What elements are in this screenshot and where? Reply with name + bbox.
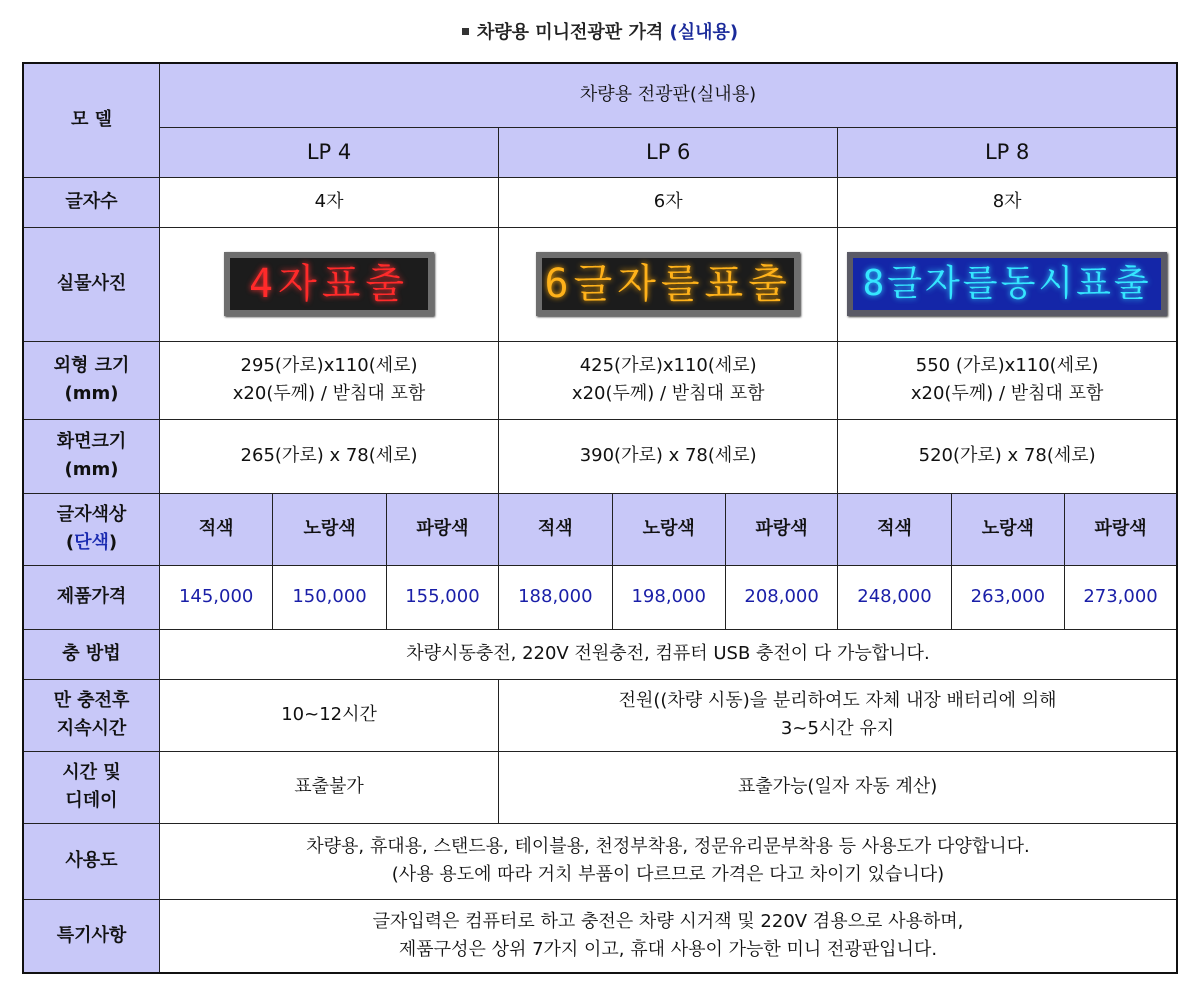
color-lp8-blue: 파랑색 [1065, 493, 1177, 565]
price-lp6-yellow: 198,000 [612, 565, 725, 629]
page-title-main: 차량용 미니전광판 가격 [476, 22, 664, 43]
color-lp6-yellow: 노랑색 [612, 493, 725, 565]
color-lp4-red: 적색 [159, 493, 272, 565]
outer-size-lp6-line2: x20(두께) / 받침대 포함 [571, 383, 765, 404]
outer-size-lp6 [499, 341, 838, 419]
color-lp4-yellow: 노랑색 [273, 493, 386, 565]
photo-cell-lp6 [499, 227, 838, 341]
notes-line1: 글자입력은 컴퓨터로 하고 충전은 차량 시거잭 및 220V 겸용으로 사용하며, [372, 910, 964, 932]
color-lp8-yellow: 노랑색 [951, 493, 1064, 565]
usage-line2: (사용 용도에 따라 거치 부품이 다르므로 가격은 다고 차이기 있습니다) [391, 864, 945, 885]
row-clock [23, 751, 1177, 823]
outer-size-lp8-line1: 550 (가로)x110(세로) [915, 355, 1099, 377]
row-outer-size [23, 341, 1177, 419]
label-screen-size-line2: (mm) [64, 459, 119, 480]
color-lp6-red: 적색 [499, 493, 612, 565]
label-clock-line2: 디데이 [65, 790, 118, 811]
usage-line1: 차량용, 휴대용, 스탠드용, 테이블용, 천정부착용, 정문유리문부착용 등 사용도가 다양합니다. [306, 836, 1030, 858]
price-lp6-blue: 208,000 [725, 565, 837, 629]
label-model: 모 델 [23, 63, 159, 177]
price-table [22, 62, 1178, 974]
label-charge: 충 방법 [23, 629, 159, 679]
model-name-lp8: LP 8 [838, 127, 1177, 177]
label-notes: 특기사항 [23, 899, 159, 973]
label-color-line2: 단색 [74, 532, 109, 553]
duration-lp4: 10~12시간 [159, 679, 498, 751]
label-duration [23, 679, 159, 751]
row-screen-size [23, 419, 1177, 493]
label-outer-size [23, 341, 159, 419]
screen-size-lp4: 265(가로) x 78(세로) [159, 419, 498, 493]
screen-size-lp6: 390(가로) x 78(세로) [499, 419, 838, 493]
label-price: 제품가격 [23, 565, 159, 629]
header-group: 차량용 전광판(실내용) [159, 63, 1177, 127]
row-photo [23, 227, 1177, 341]
label-duration-line2: 지속시간 [56, 718, 127, 739]
clock-others: 표출가능(일자 자동 계산) [499, 751, 1177, 823]
led-sign-lp8 [847, 252, 1167, 316]
label-outer-size-line1: 외형 크기 [53, 355, 130, 377]
row-colors [23, 493, 1177, 565]
price-lp8-blue: 273,000 [1065, 565, 1177, 629]
chars-lp6: 6자 [499, 177, 838, 227]
duration-others-line2: 3~5시간 유지 [780, 718, 895, 739]
square-bullet-icon [462, 28, 469, 35]
duration-others-line1: 전원((차량 시동)을 분리하여도 자체 내장 배터리에 의해 [618, 690, 1057, 712]
outer-size-lp6-line1: 425(가로)x110(세로) [579, 355, 757, 377]
outer-size-lp8-line2: x20(두께) / 받침대 포함 [910, 383, 1104, 404]
row-price [23, 565, 1177, 629]
outer-size-lp4-line2: x20(두께) / 받침대 포함 [232, 383, 426, 404]
model-name-lp6: LP 6 [499, 127, 838, 177]
label-screen-size-line1: 화면크기 [56, 431, 127, 453]
label-photo: 실물사진 [23, 227, 159, 341]
header-row-models [23, 127, 1177, 177]
charge-text: 차량시동충전, 220V 전원충전, 컴퓨터 USB 충전이 다 가능합니다. [159, 629, 1177, 679]
outer-size-lp4 [159, 341, 498, 419]
label-chars: 글자수 [23, 177, 159, 227]
label-duration-line1: 만 충전후 [53, 690, 130, 712]
price-lp8-yellow: 263,000 [951, 565, 1064, 629]
price-lp4-red: 145,000 [159, 565, 272, 629]
led-sign-lp4 [224, 252, 434, 316]
chars-lp8: 8자 [838, 177, 1177, 227]
clock-lp4: 표출불가 [159, 751, 498, 823]
price-lp4-yellow: 150,000 [273, 565, 386, 629]
color-lp4-blue: 파랑색 [386, 493, 498, 565]
notes-text [159, 899, 1177, 973]
color-lp8-red: 적색 [838, 493, 951, 565]
label-usage: 사용도 [23, 823, 159, 899]
price-lp4-blue: 155,000 [386, 565, 498, 629]
row-charge [23, 629, 1177, 679]
row-duration [23, 679, 1177, 751]
usage-text [159, 823, 1177, 899]
header-row-group [23, 63, 1177, 127]
led-sign-text-lp8: 8글자를동시표출 [853, 258, 1161, 310]
label-screen-size [23, 419, 159, 493]
outer-size-lp8 [838, 341, 1177, 419]
notes-line2: 제품구성은 상위 7가지 이고, 휴대 사용이 가능한 미니 전광판입니다. [398, 938, 938, 960]
label-color: 글자색상 (단색) [23, 493, 159, 565]
page-title-accent: (실내용) [669, 22, 739, 43]
led-sign-text-lp4: 4자표출 [230, 258, 428, 310]
led-sign-text-lp6: 6글자를표출 [542, 258, 794, 310]
row-chars [23, 177, 1177, 227]
page-title [0, 18, 1200, 44]
duration-others [499, 679, 1177, 751]
photo-cell-lp4 [159, 227, 498, 341]
led-sign-lp6 [536, 252, 800, 316]
row-notes [23, 899, 1177, 973]
label-outer-size-line2: (mm) [64, 383, 119, 404]
color-lp6-blue: 파랑색 [725, 493, 837, 565]
model-name-lp4: LP 4 [159, 127, 498, 177]
chars-lp4: 4자 [159, 177, 498, 227]
label-color-line1: 글자색상 [56, 504, 127, 526]
outer-size-lp4-line1: 295(가로)x110(세로) [240, 355, 418, 377]
screen-size-lp8: 520(가로) x 78(세로) [838, 419, 1177, 493]
price-lp6-red: 188,000 [499, 565, 612, 629]
label-clock-line1: 시간 및 [62, 762, 121, 784]
row-usage [23, 823, 1177, 899]
photo-cell-lp8 [838, 227, 1177, 341]
label-clock [23, 751, 159, 823]
price-lp8-red: 248,000 [838, 565, 951, 629]
